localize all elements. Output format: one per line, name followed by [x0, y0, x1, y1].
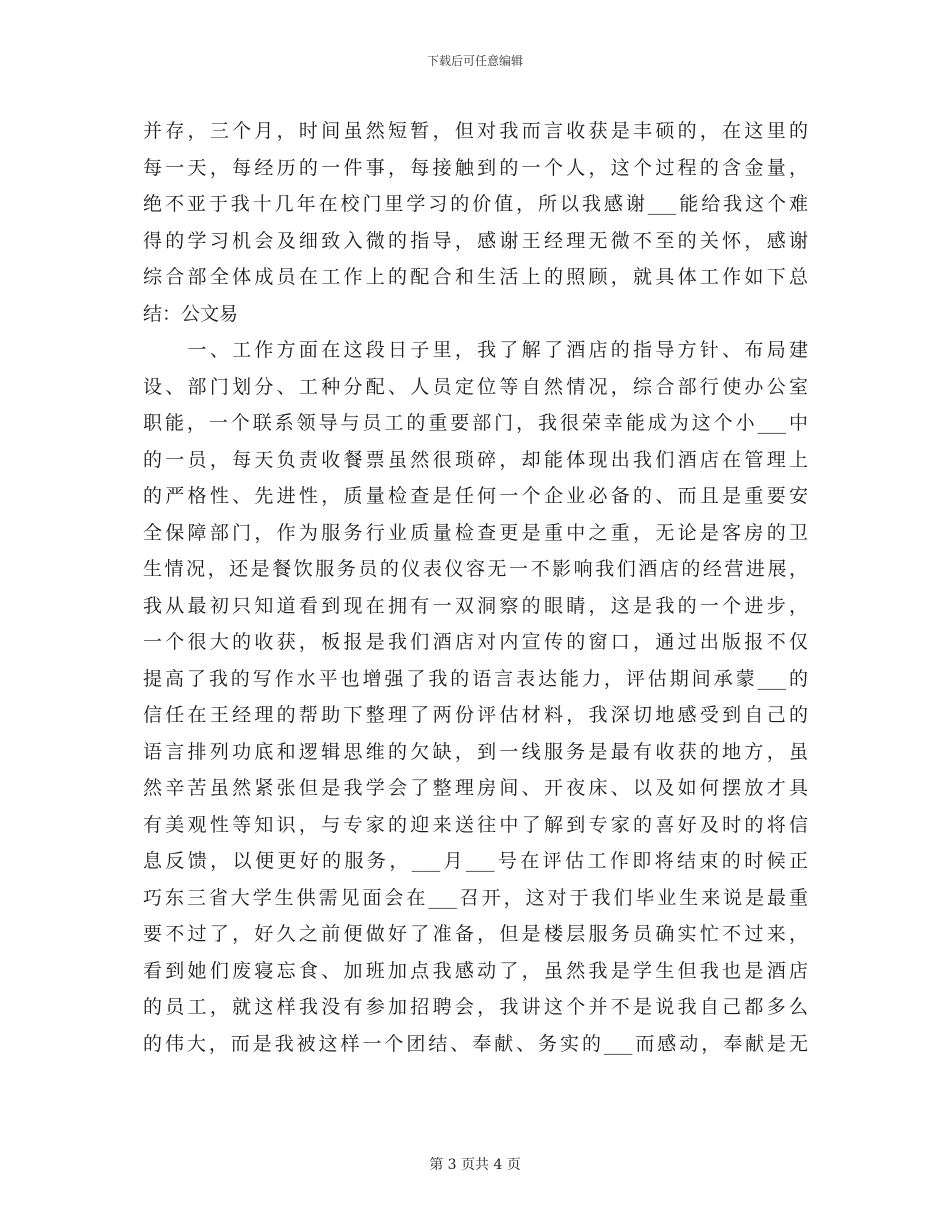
text-line: 一、工作方面在这段日子里，我了解了酒店的指导方针、布局建	[143, 339, 808, 361]
text-line: 每一天，每经历的一件事，每接触到的一个人，这个过程的含金量，	[143, 156, 808, 179]
text-line: 的一员，每天负责收餐票虽然很琐碎，却能体现出我们酒店在管理上	[143, 448, 808, 471]
text-line: 有美观性等知识，与专家的迎来送往中了解到专家的喜好及时的将信	[143, 813, 808, 836]
text-line: 巧东三省大学生供需见面会在___召开，这对于我们毕业生来说是最重	[143, 886, 808, 909]
text-line: 并存，三个月，时间虽然短暂，但对我而言收获是丰硕的，在这里的	[143, 120, 808, 142]
text-line: 生情况，还是餐饮服务员的仪表仪容无一不影响我们酒店的经营进展，	[143, 558, 808, 580]
text-line: 信任在王经理的帮助下整理了两份评估材料，我深切地感受到自己的	[143, 704, 808, 726]
text-line: 综合部全体成员在工作上的配合和生活上的照顾，就具体工作如下总	[143, 266, 808, 288]
text-line: 的伟大，而是我被这样一个团结、奉献、务实的___而感动，奉献是无	[143, 1032, 808, 1055]
text-line: 得的学习机会及细致入微的指导，感谢王经理无微不至的关怀，感谢	[143, 229, 808, 252]
text-line: 绝不亚于我十几年在校门里学习的价值，所以我感谢___能给我这个难	[143, 193, 808, 215]
text-line: 设、部门划分、工种分配、人员定位等自然情况，综合部行使办公室	[143, 375, 808, 398]
text-line: 息反馈，以便更好的服务，___月___号在评估工作即将结束的时候正	[143, 850, 808, 872]
text-line: 然辛苦虽然紧张但是我学会了整理房间、开夜床、以及如何摆放才具	[143, 777, 808, 799]
text-line: 职能，一个联系领导与员工的重要部门，我很荣幸能成为这个小___中	[143, 412, 808, 434]
text-line: 结：公文易	[143, 302, 239, 325]
text-line: 的员工，就这样我没有参加招聘会，我讲这个并不是说我自己都多么	[143, 996, 808, 1018]
text-line: 提高了我的写作水平也增强了我的语言表达能力，评估期间承蒙___的	[143, 667, 808, 690]
text-line: 一个很大的收获，板报是我们酒店对内宣传的窗口，通过出版报不仅	[143, 631, 808, 653]
text-line: 要不过了，好久之前便做好了准备，但是楼层服务员确实忙不过来，	[143, 923, 808, 945]
text-line: 的严格性、先进性，质量检查是任何一个企业必备的、而且是重要安	[143, 485, 808, 507]
text-line: 看到她们废寝忘食、加班加点我感动了，虽然我是学生但我也是酒店	[143, 959, 808, 982]
body-text	[143, 113, 808, 1062]
page-number: 第 3 页共 4 页	[429, 1157, 521, 1173]
text-line: 全保障部门，作为服务行业质量检查更是重中之重，无论是客房的卫	[143, 521, 808, 544]
page-header: 下载后可任意编辑	[426, 54, 523, 68]
text-line: 语言排列功底和逻辑思维的欠缺，到一线服务是最有收获的地方，虽	[143, 740, 808, 763]
text-line: 我从最初只知道看到现在拥有一双洞察的眼睛，这是我的一个进步，	[143, 594, 808, 617]
